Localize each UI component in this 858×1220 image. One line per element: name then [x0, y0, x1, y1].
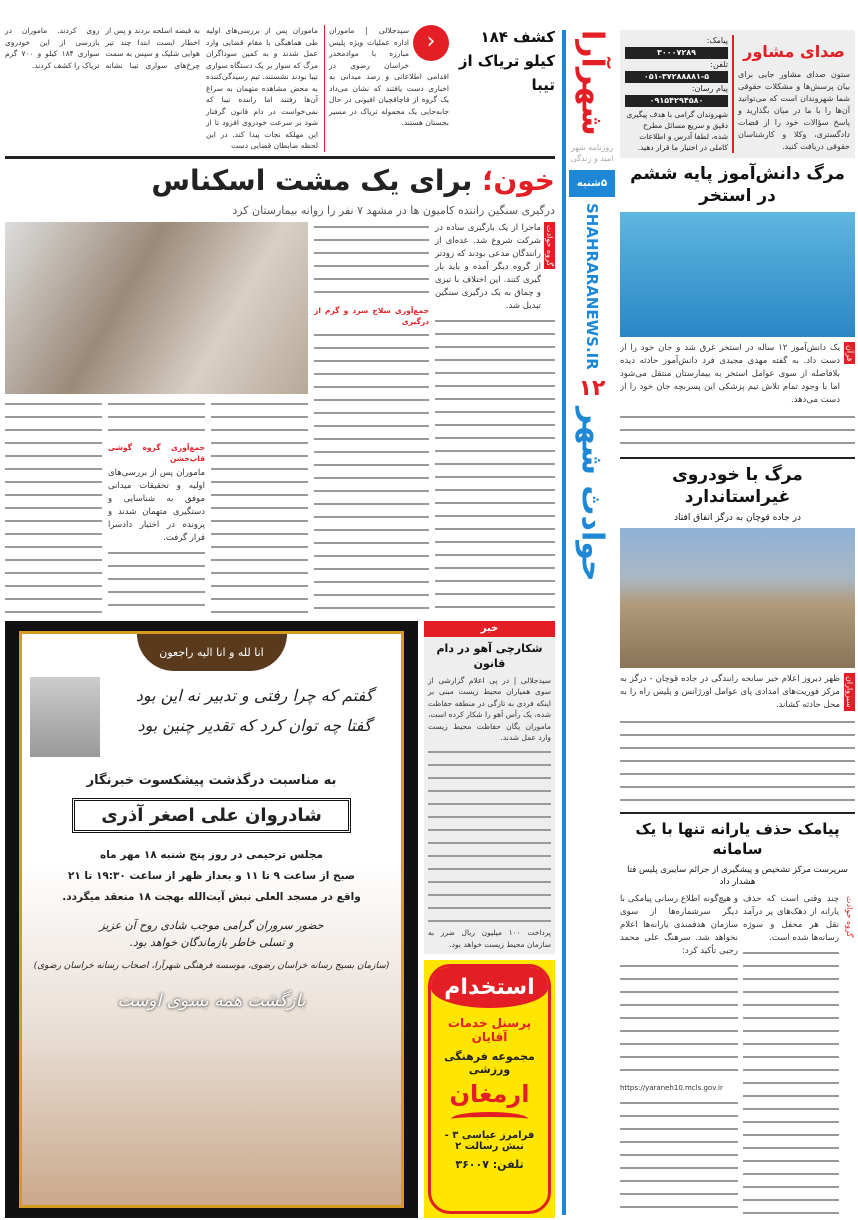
opium-lead: سیدجلالی | ماموران اداره عملیات ویژه پلیس مبارزه با موادمخدر خراسان رضوی در اقدامی اطلاعاتی و رصد میدانی به اخباری دست یافتند که نشان می‌داد یک گروه از قاچاقچیان افیونی در حال جابه‌جایی یک محموله تریاک در مسیر بجستان هستند. — [329, 26, 449, 127]
sms-subhead: سرپرست مرکز تشخیص و پیشگیری از جرائم سایبری پلیس فتا هشدار داد — [627, 865, 848, 887]
ad-phone: تلفن: ۳۶۰۰۷ — [455, 1158, 524, 1171]
car-tag: سبزواران — [844, 673, 855, 711]
deceased-name: شادروان علی اصغر آذری — [72, 798, 351, 833]
messenger-number: ۰۹۱۵۴۲۹۴۵۸۰ — [625, 95, 728, 107]
deer-headline: شکارچی آهو در دام قانون — [436, 641, 543, 670]
left-area — [5, 25, 555, 1218]
ad-brand: ارمغان — [449, 1080, 530, 1108]
moshaver-logo: صدای مشاور — [743, 42, 845, 61]
wave-icon — [451, 1112, 528, 1126]
right-column — [620, 30, 855, 1215]
obituary: انا لله و انا الیه راجعون گفتم که چرا رفتی و تدبیر نه این بود گفتا چه توان کرد که تقدیر چنین بود به مناسبت درگذشت پیشکسوت خبرنگار شادروان علی اصغر آذری مجلس ترحیمی در روز پنج شنبه ۱۸ مهر ماه صبح از ساعت ۹ تا ۱۱ و بعداز ظهر از ساعت ۱۹:۳۰ تا ۲۱ واقع در مسجد العلی نبش آیت‌الله بهجت ۱۸ منعقد میگردد. حضور سروران گرامی موجب شادی روح آن عزیز و تسلی خاطر بازماندگان خواهد بود. (سازمان بسیج رسانه خراسان رضوی، موسسه فرهنگی شهرآرا، اصحاب رسانه خراسان رضوی) بازگشت همه بسوی اوست — [5, 621, 418, 1219]
knives-photo — [5, 222, 308, 394]
phone-number: ۰۵۱-۳۷۲۸۸۸۸۱-۵ — [625, 71, 728, 83]
sms-headline: پیامک حذف یارانه تنها با یک سامانه — [635, 820, 840, 858]
arrow-icon: ‹ — [413, 25, 449, 61]
main-body: ماجرا از یک بارگیری ساده در شرکت شروع شد. عده‌ای از رانندگان مدعی بودند که زودتر از گروه دیگر آمده و باید بار گیری کنند. این اختلاف با تیزی و چماق به یک درگیری سنگین تبدیل شد. — [435, 222, 541, 311]
deer-lead: سیدجلالی | در پی اعلام گزارشی از سوی همیاران محیط زیست مبنی بر اینکه فردی به تازگی در منطقه حفاظت شده، یک رأس آهو را شکار کرده است، ماموران یگان حفاظت محیط زیست وارد عمل شدند. — [428, 675, 551, 742]
pool-photo — [620, 212, 855, 337]
deer-end: پرداخت ۱۰۰ میلیون ریال ضرر به سازمان محیط زیست خواهد بود. — [428, 928, 551, 949]
job-ad: استخدام پرسنل خدمات آقایان مجموعه فرهنگی ورزشی ارمغان فرامرز عباسی ۳ - نبش رسالت ۲ تلفن: ۳۶۰۰۷ — [424, 960, 555, 1218]
ad-title: استخدام — [431, 967, 548, 1008]
news-deer — [424, 621, 555, 955]
opium-col3: به قبضه اسلحه بردند و پس از اخطار ایست ابتدا چند تیر هوایی شلیک و سپس به سمت چرخ‌های سواری تیبا نشانه روی کردند. ماموران در بازرسی از این خودروی سواری ۱۸۴ کیلو و ۷۰۰ گرم تریاک را کشف کردند. — [5, 26, 200, 70]
main-subhead: درگیری سنگین راننده کامیون ها در مشهد ۷ نفر را روانه بیمارستان کرد — [232, 203, 555, 217]
tagline: روزنامه شهر امید و زندگی — [570, 142, 614, 163]
day-badge: ۵شنبه — [569, 170, 615, 197]
sms-body-2: و هیچ‌گونه اطلاع رسانی پیامکی با دیگر سرشماره‌ها از سوی سازمان هدفمندی یارانه‌ها اعلام نخواهد شد. سرهنگ علی محمد رجبی تأکید کرد: — [620, 894, 738, 956]
site-url[interactable]: SHAHRARANEWS.IR — [583, 202, 601, 370]
moshaver-box: صدای مشاور ستون صدای مشاور جایی برای بیان پرسش‌ها و مشکلات حقوقی شما شهروندان است که می‌توانید آن‌ها را با ما در میان بگذارید و پاسخ سؤالات خود را از قضات دادگستری، وکلا و کارشناسان حقوقی دریافت کنید. پیامک: ۳۰۰۰۷۲۸۹ تلفن: ۰۵۱-۳۷۲۸۸۸۸۱-۵ پیام رسان: ۰۹۱۵۴۲۹۴۵۸۰ شهروندان گرامی با هدف پیگیری دقیق و سریع مسائل مطرح شده، لطفا آدرس و اطلاعات کاملی در اختیار ما قرار دهید. — [620, 30, 855, 158]
main-headline: خون؛ برای یک مشت اسکناس — [151, 163, 555, 197]
main-body-2: ماموران پس از بررسی‌های اولیه و تحقیقات میدانی موفق به شناسایی و دستگیری متهمان شدند و پرونده در اختیار دادسرا قرار گرفت. — [108, 467, 205, 543]
opium-col2: ماموران پس از بررسی‌های اولیه طی هماهنگی با مقام قضایی وارد عمل شدند و به کمین سوداگران مرگ که سوار بر یک دستگاه سواری تیبا بودند نشستند. تیم رسیدگی‌کننده به محض مشاهده متهمان به سراغ آن‌ها رفتند اما راننده تیبا که نمی‌خواست در دام قانون گرفتار شود بر سرعت خودروی افزود تا از این مهلکه نجات پیدا کند. در این لحظه ضابطان قضایی دست — [206, 26, 318, 150]
main-subtitle-2: جمع‌آوری گروه گوشی قاپ‌خشن — [108, 442, 205, 463]
main-story-area — [5, 222, 555, 617]
masthead — [562, 30, 618, 1215]
page-number: ۱۲ — [578, 375, 606, 401]
sms-number: ۳۰۰۰۷۲۸۹ — [625, 47, 728, 59]
sms-site[interactable]: https://yaraneh10.mcls.gov.ir — [620, 1083, 723, 1092]
pool-tag: قرآن — [844, 342, 855, 364]
portrait — [30, 677, 100, 757]
sms-tag: گروه حوادث — [845, 896, 854, 938]
section-title: حوادث شهر — [574, 406, 610, 582]
logo: شهرآرا — [574, 30, 610, 136]
car-headline: مرگ با خودروی غیراستاندارد — [672, 465, 803, 507]
pool-headline: مرگ دانش‌آموز پایه ششم در استخر — [630, 164, 845, 206]
main-subtitle-1: جمع‌آوری سلاح سرد و گرم از درگیری — [314, 305, 429, 326]
opium-headline: کشف ۱۸۴ کیلو تریاک از تیبا — [458, 28, 555, 94]
news-banner: خبر — [424, 621, 555, 637]
sms-body-1: چند وقتی است که حذف یارانه از دهک‌های پر درآمد نقل هر محفل و سوژه رسانه‌ها شده است. — [743, 894, 839, 943]
main-tag: گروه حوادث — [544, 222, 555, 269]
car-subhead: در جاده قوچان به درگز اتفاق افتاد — [674, 513, 801, 523]
calligraphy-ornament: انا لله و انا الیه راجعون — [137, 634, 287, 671]
car-photo — [620, 528, 855, 668]
car-body: ظهر دیروز اعلام خبر سانحه رانندگی در جاده قوچان - درگز به مرکز فوریت‌های امدادی پای عوامل اورژانس و پلیس راه را به محل حادثه کشاند. — [620, 674, 840, 710]
pool-body: یک دانش‌آموز ۱۲ ساله در استخر غرق شد و جان خود را از دست داد. به گفته مهدی مجیدی فرد دانش‌آموز حادثه دیده بلافاصله از سوی عوامل استخر به بیمارستان منتقل می‌شود اما با وجود تمام تلاش تیم پزشکی این پسربچه جان خود را از دست می‌دهد. — [620, 343, 840, 405]
opium-story — [5, 25, 555, 152]
